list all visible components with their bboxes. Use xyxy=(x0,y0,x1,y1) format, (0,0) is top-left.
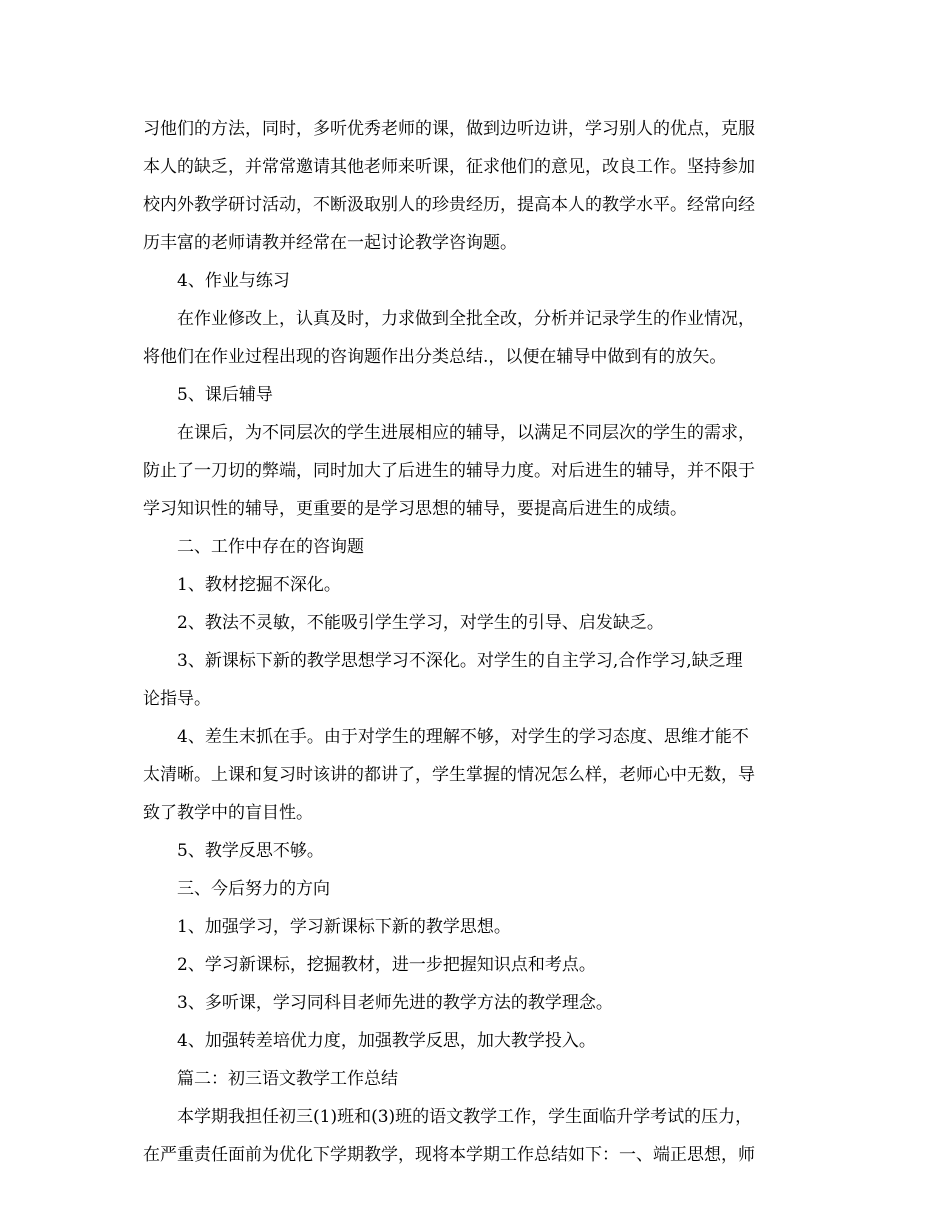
paragraph-line: 三、今后努力的方向 xyxy=(177,879,330,899)
paragraph-line: 3、新课标下新的教学思想学习不深化。对学生的自主学习,合作学习,缺乏理 xyxy=(177,651,743,671)
paragraph-line: 本学期我担任初三(1)班和(3)班的语文教学工作，学生面临升学考试的压力， xyxy=(177,1107,753,1127)
paragraph-line: 2、教法不灵敏，不能吸引学生学习，对学生的引导、启发缺乏。 xyxy=(177,613,664,633)
paragraph-line: 1、加强学习，学习新课标下新的教学思想。 xyxy=(177,917,511,937)
paragraph-line: 防止了一刀切的弊端，同时加大了后进生的辅导力度。对后进生的辅导，并不限于 xyxy=(143,461,755,481)
paragraph-line: 本人的缺乏，并常常邀请其他老师来听课，征求他们的意见，改良工作。坚持参加 xyxy=(143,157,755,177)
paragraph-line: 历丰富的老师请教并经常在一起讨论教学咨询题。 xyxy=(143,233,517,253)
paragraph-line: 2、学习新课标，挖掘教材，进一步把握知识点和考点。 xyxy=(177,955,596,975)
document-body xyxy=(143,110,813,1174)
paragraph-line: 4、作业与练习 xyxy=(177,271,290,291)
paragraph-line: 篇二：初三语文教学工作总结 xyxy=(177,1069,398,1089)
paragraph-line: 习他们的方法，同时，多听优秀老师的课，做到边听边讲，学习别人的优点，克服 xyxy=(143,119,755,139)
paragraph-line: 太清晰。上课和复习时该讲的都讲了，学生掌握的情况怎么样，老师心中无数，导 xyxy=(143,765,755,785)
paragraph-line: 二、工作中存在的咨询题 xyxy=(177,537,364,557)
paragraph-line: 在课后，为不同层次的学生进展相应的辅导，以满足不同层次的学生的需求， xyxy=(177,423,755,443)
paragraph-line: 在严重责任面前为优化下学期教学，现将本学期工作总结如下：一、端正思想，师 xyxy=(143,1145,755,1165)
paragraph-line: 在作业修改上，认真及时，力求做到全批全改，分析并记录学生的作业情况， xyxy=(177,309,755,329)
paragraph-line: 1、教材挖掘不深化。 xyxy=(177,575,341,595)
paragraph-line: 3、多听课，学习同科目老师先进的教学方法的教学理念。 xyxy=(177,993,613,1013)
paragraph-line: 论指导。 xyxy=(143,689,211,709)
paragraph-line: 4、差生末抓在手。由于对学生的理解不够，对学生的学习态度、思维才能不 xyxy=(177,727,749,747)
paragraph-line: 学习知识性的辅导，更重要的是学习思想的辅导，要提高后进生的成绩。 xyxy=(143,499,687,519)
paragraph-line: 5、教学反思不够。 xyxy=(177,841,324,861)
paragraph-line: 4、加强转差培优力度，加强教学反思，加大教学投入。 xyxy=(177,1031,596,1051)
paragraph-line: 致了教学中的盲目性。 xyxy=(143,803,313,823)
paragraph-line: 校内外教学研讨活动，不断汲取别人的珍贵经历，提高本人的教学水平。经常向经 xyxy=(143,195,755,215)
paragraph-line: 将他们在作业过程出现的咨询题作出分类总结.，以便在辅导中做到有的放矢。 xyxy=(143,347,727,367)
paragraph-line: 5、课后辅导 xyxy=(177,385,273,405)
